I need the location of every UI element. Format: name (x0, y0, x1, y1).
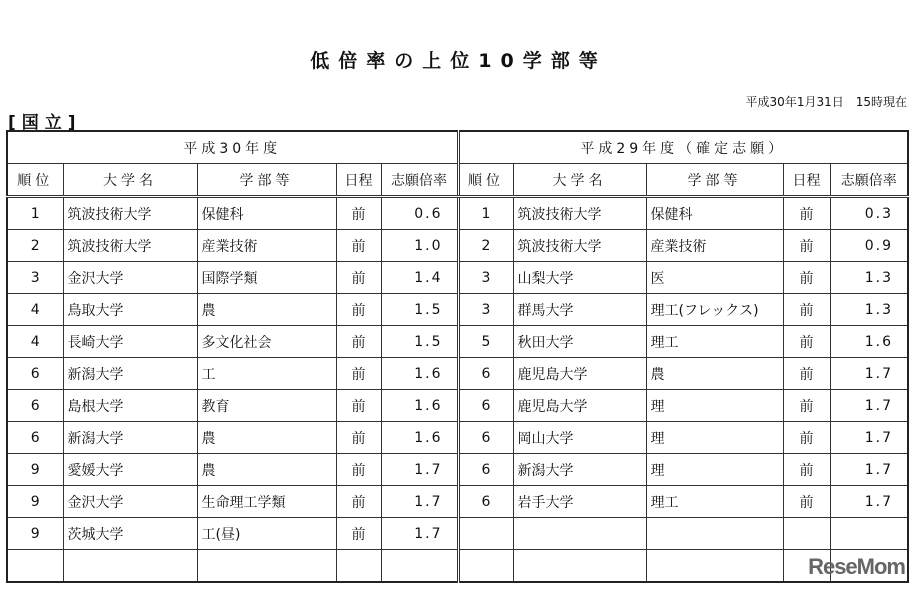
page-title: 低倍率の上位10学部等 (310, 50, 607, 72)
left-cell-faculty: 生命理工学類 (197, 486, 336, 518)
right-cell-faculty: 理工 (646, 326, 783, 358)
table-row (7, 422, 908, 454)
left-cell-university: 筑波技術大学 (63, 197, 197, 230)
left-cell-university: 金沢大学 (63, 486, 197, 518)
left-header-ratio: 志願倍率 (381, 164, 458, 197)
right-cell-ratio: 1.3 (830, 262, 908, 294)
left-cell-faculty: 保健科 (197, 197, 336, 230)
table-row (7, 390, 908, 422)
right-cell-rank (458, 518, 513, 550)
right-cell-university: 筑波技術大学 (513, 230, 646, 262)
right-cell-rank: 3 (458, 294, 513, 326)
left-cell-ratio: 1.0 (381, 230, 458, 262)
right-cell-rank (458, 550, 513, 583)
table-row (7, 197, 908, 230)
left-cell-university: 茨城大学 (63, 518, 197, 550)
right-cell-schedule: 前 (783, 262, 830, 294)
right-cell-faculty: 理工 (646, 486, 783, 518)
left-cell-schedule: 前 (336, 294, 381, 326)
right-header-ratio: 志願倍率 (830, 164, 908, 197)
right-cell-university: 秋田大学 (513, 326, 646, 358)
right-cell-university: 新潟大学 (513, 454, 646, 486)
left-cell-faculty: 国際学類 (197, 262, 336, 294)
right-cell-schedule: 前 (783, 454, 830, 486)
left-cell-ratio (381, 550, 458, 583)
right-cell-schedule: 前 (783, 390, 830, 422)
left-cell-ratio: 1.7 (381, 518, 458, 550)
left-cell-faculty: 農 (197, 294, 336, 326)
section-label: [国立] (8, 113, 82, 133)
left-cell-faculty: 工(昼) (197, 518, 336, 550)
right-cell-ratio: 1.7 (830, 390, 908, 422)
right-cell-faculty (646, 518, 783, 550)
right-cell-rank: 3 (458, 262, 513, 294)
table-row (7, 262, 908, 294)
left-cell-faculty: 教育 (197, 390, 336, 422)
right-header-faculty: 学部等 (646, 164, 783, 197)
right-cell-university (513, 550, 646, 583)
left-cell-schedule: 前 (336, 518, 381, 550)
right-cell-rank: 6 (458, 422, 513, 454)
table-row (7, 326, 908, 358)
left-cell-rank: 9 (7, 486, 63, 518)
left-cell-ratio: 1.5 (381, 294, 458, 326)
right-cell-university: 群馬大学 (513, 294, 646, 326)
left-cell-rank: 9 (7, 454, 63, 486)
right-cell-faculty: 理 (646, 454, 783, 486)
right-cell-university: 山梨大学 (513, 262, 646, 294)
right-cell-university: 岡山大学 (513, 422, 646, 454)
left-cell-schedule: 前 (336, 390, 381, 422)
right-cell-schedule: 前 (783, 326, 830, 358)
right-cell-faculty: 農 (646, 358, 783, 390)
left-cell-university: 新潟大学 (63, 422, 197, 454)
left-cell-ratio: 1.5 (381, 326, 458, 358)
left-cell-rank: 4 (7, 326, 63, 358)
right-cell-schedule: 前 (783, 422, 830, 454)
right-cell-ratio: 1.3 (830, 294, 908, 326)
right-header-schedule: 日程 (783, 164, 830, 197)
right-cell-faculty: 理 (646, 390, 783, 422)
left-header-university: 大学名 (63, 164, 197, 197)
left-cell-university: 長崎大学 (63, 326, 197, 358)
left-cell-rank: 6 (7, 358, 63, 390)
watermark-logo: ReseMom (808, 554, 905, 579)
right-cell-schedule: 前 (783, 197, 830, 230)
right-cell-rank: 5 (458, 326, 513, 358)
right-cell-schedule (783, 518, 830, 550)
right-header-rank: 順位 (458, 164, 513, 197)
left-cell-schedule: 前 (336, 197, 381, 230)
right-cell-rank: 2 (458, 230, 513, 262)
left-cell-schedule: 前 (336, 230, 381, 262)
right-cell-rank: 6 (458, 454, 513, 486)
left-cell-ratio: 1.6 (381, 422, 458, 454)
left-cell-faculty: 農 (197, 454, 336, 486)
right-cell-ratio: 1.6 (830, 326, 908, 358)
right-cell-faculty: 理工(フレックス) (646, 294, 783, 326)
left-cell-ratio: 1.6 (381, 390, 458, 422)
left-cell-faculty: 産業技術 (197, 230, 336, 262)
right-cell-ratio (830, 518, 908, 550)
left-cell-faculty (197, 550, 336, 583)
right-cell-university: 筑波技術大学 (513, 197, 646, 230)
right-cell-ratio: 0.9 (830, 230, 908, 262)
right-cell-ratio: 0.3 (830, 197, 908, 230)
left-cell-university (63, 550, 197, 583)
right-cell-rank: 6 (458, 358, 513, 390)
left-cell-faculty: 工 (197, 358, 336, 390)
right-cell-faculty: 保健科 (646, 197, 783, 230)
right-cell-schedule: 前 (783, 294, 830, 326)
left-cell-rank: 4 (7, 294, 63, 326)
left-cell-schedule: 前 (336, 486, 381, 518)
right-cell-rank: 6 (458, 390, 513, 422)
left-cell-schedule: 前 (336, 326, 381, 358)
left-cell-ratio: 1.4 (381, 262, 458, 294)
table-row (7, 230, 908, 262)
right-cell-university: 鹿児島大学 (513, 358, 646, 390)
table-row (7, 294, 908, 326)
right-cell-faculty: 理 (646, 422, 783, 454)
right-header-university: 大学名 (513, 164, 646, 197)
right-cell-schedule: 前 (783, 358, 830, 390)
left-cell-ratio: 1.6 (381, 358, 458, 390)
left-cell-schedule: 前 (336, 454, 381, 486)
left-cell-rank: 2 (7, 230, 63, 262)
right-cell-ratio: 1.7 (830, 358, 908, 390)
table-row (7, 518, 908, 550)
right-cell-schedule: 前 (783, 486, 830, 518)
right-cell-ratio: 1.7 (830, 454, 908, 486)
left-cell-university: 鳥取大学 (63, 294, 197, 326)
left-cell-rank: 6 (7, 422, 63, 454)
left-cell-ratio: 1.7 (381, 486, 458, 518)
left-header-faculty: 学部等 (197, 164, 336, 197)
left-cell-faculty: 多文化社会 (197, 326, 336, 358)
left-year-heading: 平成30年度 (7, 131, 458, 164)
table-row (7, 550, 908, 583)
right-cell-university: 岩手大学 (513, 486, 646, 518)
left-cell-university: 筑波技術大学 (63, 230, 197, 262)
left-cell-schedule (336, 550, 381, 583)
table-row (7, 486, 908, 518)
table-row (7, 358, 908, 390)
left-cell-rank: 9 (7, 518, 63, 550)
left-cell-rank: 3 (7, 262, 63, 294)
right-cell-rank: 1 (458, 197, 513, 230)
left-cell-schedule: 前 (336, 262, 381, 294)
left-cell-rank: 1 (7, 197, 63, 230)
right-cell-faculty: 産業技術 (646, 230, 783, 262)
left-cell-schedule: 前 (336, 422, 381, 454)
right-cell-faculty (646, 550, 783, 583)
left-cell-faculty: 農 (197, 422, 336, 454)
right-cell-ratio: 1.7 (830, 486, 908, 518)
right-cell-university: 鹿児島大学 (513, 390, 646, 422)
left-cell-university: 新潟大学 (63, 358, 197, 390)
table-row (7, 454, 908, 486)
right-cell-faculty: 医 (646, 262, 783, 294)
left-cell-university: 愛媛大学 (63, 454, 197, 486)
left-header-rank: 順位 (7, 164, 63, 197)
right-cell-ratio: 1.7 (830, 422, 908, 454)
left-cell-rank: 6 (7, 390, 63, 422)
left-header-schedule: 日程 (336, 164, 381, 197)
left-cell-university: 島根大学 (63, 390, 197, 422)
left-cell-rank (7, 550, 63, 583)
as-of-timestamp: 平成30年1月31日 15時現在 (745, 95, 907, 109)
left-cell-university: 金沢大学 (63, 262, 197, 294)
left-cell-schedule: 前 (336, 358, 381, 390)
right-cell-rank: 6 (458, 486, 513, 518)
ranking-table (6, 130, 909, 583)
left-cell-ratio: 0.6 (381, 197, 458, 230)
right-cell-schedule: 前 (783, 230, 830, 262)
right-cell-university (513, 518, 646, 550)
right-year-heading: 平成29年度（確定志願） (458, 131, 908, 164)
left-cell-ratio: 1.7 (381, 454, 458, 486)
